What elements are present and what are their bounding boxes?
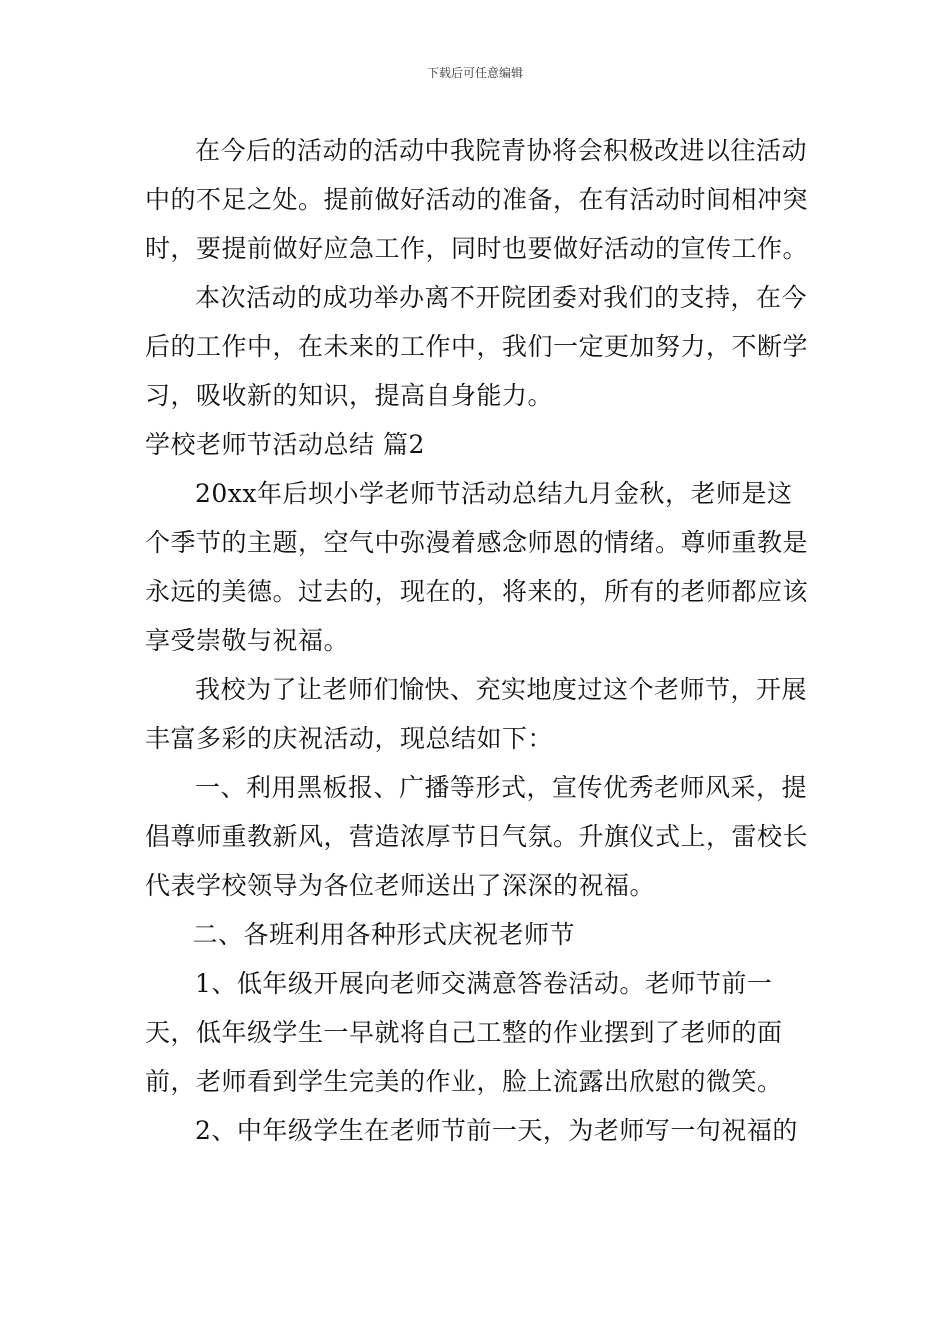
paragraph: 我校为了让老师们愉快、充实地度过这个老师节，开展丰富多彩的庆祝活动，现总结如下： [145, 675, 808, 753]
paragraph: 2、中年级学生在老师节前一天，为老师写一句祝福的 [195, 1116, 798, 1145]
paragraph: 一、利用黑板报、广播等形式，宣传优秀老师风采，提倡尊师重教新风，营造浓厚节日气氛。升旗仪式上，雷校长代表学校领导为各位老师送出了深深的祝福。 [145, 773, 809, 900]
section-heading: 学校老师节活动总结 篇2 [145, 430, 425, 459]
paragraph: 二、各班利用各种形式庆祝老师节 [192, 920, 576, 949]
paragraph: 在今后的活动的活动中我院青协将会积极改进以往活动中的不足之处。提前做好活动的准备，在有活动时间相冲突时，要提前做好应急工作，同时也要做好活动的宣传工作。 [145, 136, 809, 263]
paragraph: 1、低年级开展向老师交满意答卷活动。老师节前一天，低年级学生一早就将自己工整的作业摆到了老师的面前，老师看到学生完美的作业，脸上流露出欣慰的微笑。 [145, 969, 783, 1096]
paragraph: 本次活动的成功举办离不开院团委对我们的支持，在今后的工作中，在未来的工作中，我们一定更加努力，不断学习，吸收新的知识，提高自身能力。 [145, 283, 809, 410]
document-body [145, 126, 815, 1155]
page-header: 下载后可任意编辑 [426, 66, 523, 80]
paragraph: 20xx年后坝小学老师节活动总结九月金秋，老师是这个季节的主题，空气中弥漫着感念师恩的情绪。尊师重教是永远的美德。过去的，现在的，将来的，所有的老师都应该享受崇敬与祝福。 [145, 479, 809, 655]
